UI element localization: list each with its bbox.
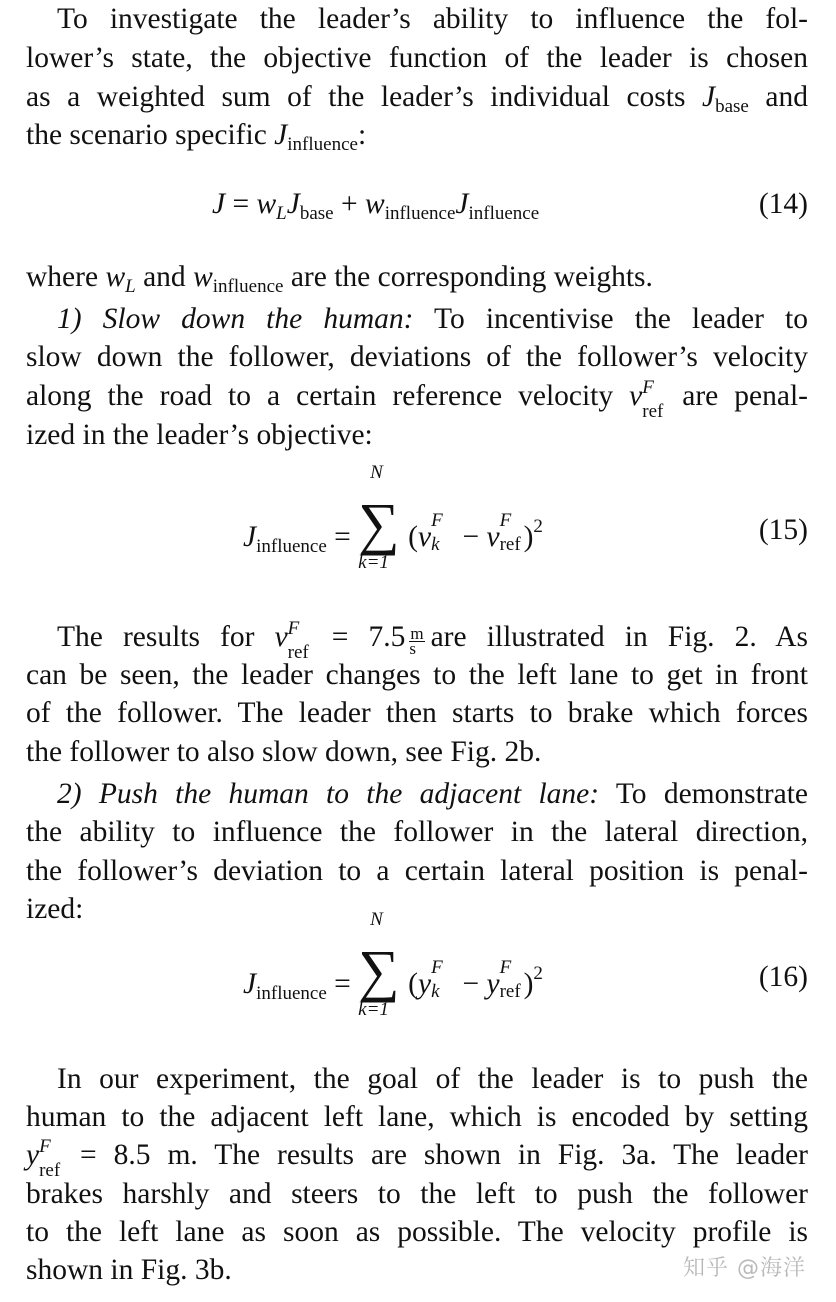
math: ref (642, 401, 664, 422)
math: y (486, 968, 500, 1000)
math: F (39, 1136, 51, 1157)
equation-15-body (243, 462, 543, 573)
math: ( (408, 521, 418, 553)
equation-number: (16) (758, 961, 808, 993)
section2-line-2 (26, 813, 808, 851)
results1-line-2 (26, 656, 808, 694)
text: To demonstrate (599, 778, 808, 810)
math: influence (256, 983, 327, 1004)
section-heading: 1) Slow down the human: (57, 303, 414, 335)
text: To incentivise the leader to (413, 303, 808, 335)
math: = (326, 521, 359, 553)
math: influence (468, 203, 540, 224)
text: as a weighted sum of the leader’s individual costs (26, 81, 702, 113)
math-J: J (702, 81, 716, 113)
math: − (455, 521, 487, 553)
math: w (256, 188, 277, 220)
text: and (765, 81, 809, 113)
intro-line-1 (26, 0, 808, 38)
intro-line-2 (26, 39, 808, 77)
math: base (299, 203, 334, 224)
math-supsub (431, 510, 455, 555)
results1-line-3 (26, 694, 808, 732)
math: k (431, 534, 440, 555)
equation-number: (15) (758, 514, 808, 546)
math: y (418, 968, 432, 1000)
text: can be seen, the leader changes to the left lane to get in front (26, 659, 808, 691)
math-supsub (431, 957, 455, 1002)
math: J (455, 188, 469, 220)
math: w (105, 261, 126, 293)
math: influence (212, 276, 284, 297)
text: and (135, 261, 194, 293)
math: J (243, 968, 257, 1000)
section-heading: 2) Push the human to the adjacent lane: (57, 778, 600, 810)
sigma-symbol: ∑ (358, 938, 400, 1003)
math: w (193, 261, 213, 293)
sigma-symbol: ∑ (358, 491, 400, 556)
equation-15 (26, 462, 808, 573)
text: the follower to also slow down, see Fig. 2b. (26, 736, 542, 768)
section2-heading-line (26, 775, 808, 813)
math: = (326, 968, 359, 1000)
watermark: 知乎 @海洋 (683, 1256, 806, 1281)
math: ) (523, 968, 534, 1000)
math: w (365, 188, 385, 220)
math: J (286, 188, 300, 220)
text: The results for (57, 621, 275, 653)
math: influence (384, 203, 456, 224)
section1-line-4 (26, 416, 808, 454)
text: to the left lane as soon as possible. The velocity profile is (26, 1216, 808, 1248)
math: N (370, 462, 383, 483)
math: v (274, 621, 288, 653)
math-sub-influence: influence (287, 134, 358, 155)
text: are illustrated in Fig. 2. As (430, 621, 808, 653)
text: shown in Fig. 3b. (26, 1254, 232, 1286)
summation (358, 909, 408, 1020)
text: human to the adjacent left lane, which is encoded by setting (26, 1101, 808, 1133)
summation (358, 462, 408, 573)
math: F (287, 618, 300, 639)
math: J (243, 521, 257, 553)
math: F (499, 510, 512, 531)
math-supsub (642, 377, 666, 422)
math: ) (523, 521, 534, 553)
section1-line-3 (26, 377, 809, 422)
section1-heading-line (26, 300, 808, 338)
math: ref (287, 642, 309, 663)
math: N (370, 909, 383, 930)
text: brakes harshly and steers to the left to push the follower (26, 1178, 808, 1210)
math-supsub (499, 957, 524, 1002)
math: y (26, 1139, 40, 1171)
results2-line-3 (26, 1136, 808, 1181)
math: ref (39, 1160, 61, 1181)
weights-line (26, 258, 808, 306)
math-supsub (287, 618, 312, 663)
text: the scenario specific (26, 119, 275, 151)
text: To investigate the leader’s ability to influence the fol- (57, 3, 808, 35)
section1-line-2 (26, 338, 808, 376)
math: = (225, 188, 257, 220)
text: = 8.5 m. The results are shown in Fig. 3a. The leader (63, 1139, 808, 1171)
text: : (357, 119, 367, 151)
math-supsub (39, 1136, 63, 1181)
math: L (125, 276, 136, 297)
math: influence (256, 536, 327, 557)
text: lower’s state, the objective function of the leader is chosen (26, 42, 808, 74)
math: m (410, 624, 424, 643)
math: k=1 (358, 552, 389, 573)
equation-number: (14) (758, 188, 808, 220)
results1-line-4 (26, 733, 808, 771)
math: s (409, 639, 416, 658)
text: of the follower. The leader then starts to brake which forces (26, 697, 808, 729)
math: ref (499, 981, 521, 1002)
text: ized in the leader’s objective: (26, 419, 373, 451)
results2-line-2 (26, 1098, 808, 1136)
equation-16-body (243, 909, 543, 1020)
math: + (333, 188, 365, 220)
math: L (276, 203, 287, 224)
math: v (486, 521, 500, 553)
math: F (431, 510, 443, 531)
math: F (431, 957, 443, 978)
math: k=1 (358, 999, 389, 1020)
math: − (455, 968, 487, 1000)
text: are penal- (666, 380, 809, 412)
text: along the road to a certain reference velocity (26, 380, 630, 412)
section2-line-3 (26, 852, 808, 890)
results1-line-1 (26, 618, 808, 663)
results2-line-4 (26, 1175, 808, 1213)
math-sub-base: base (715, 96, 749, 117)
text: slow down the follower, deviations of the follower’s velocity (26, 341, 808, 373)
math-J: J (274, 119, 288, 151)
text: are the corresponding weights. (283, 261, 653, 293)
section2-line-4 (26, 890, 808, 928)
math: 2 (533, 963, 543, 984)
equation-14-body (212, 188, 539, 225)
results2-line-1 (26, 1060, 808, 1098)
math: = 7.5 (311, 621, 406, 653)
math: J (212, 188, 226, 220)
math-supsub (499, 510, 524, 555)
equation-14 (26, 188, 808, 228)
text: where (26, 261, 106, 293)
math: F (499, 957, 512, 978)
text: the ability to influence the follower in the lateral direction, (26, 816, 808, 848)
unit-fraction (409, 624, 424, 658)
text: In our experiment, the goal of the leader is to push the (57, 1063, 808, 1095)
math: k (431, 981, 440, 1002)
results2-line-5 (26, 1213, 808, 1251)
text: ized: (26, 893, 84, 925)
math: F (642, 377, 654, 398)
math: ref (499, 534, 521, 555)
text: the follower’s deviation to a certain lateral position is penal- (26, 855, 808, 887)
math: v (629, 380, 643, 412)
intro-line-4 (26, 116, 808, 164)
math: v (418, 521, 432, 553)
math: ( (408, 968, 418, 1000)
math: 2 (533, 516, 543, 537)
